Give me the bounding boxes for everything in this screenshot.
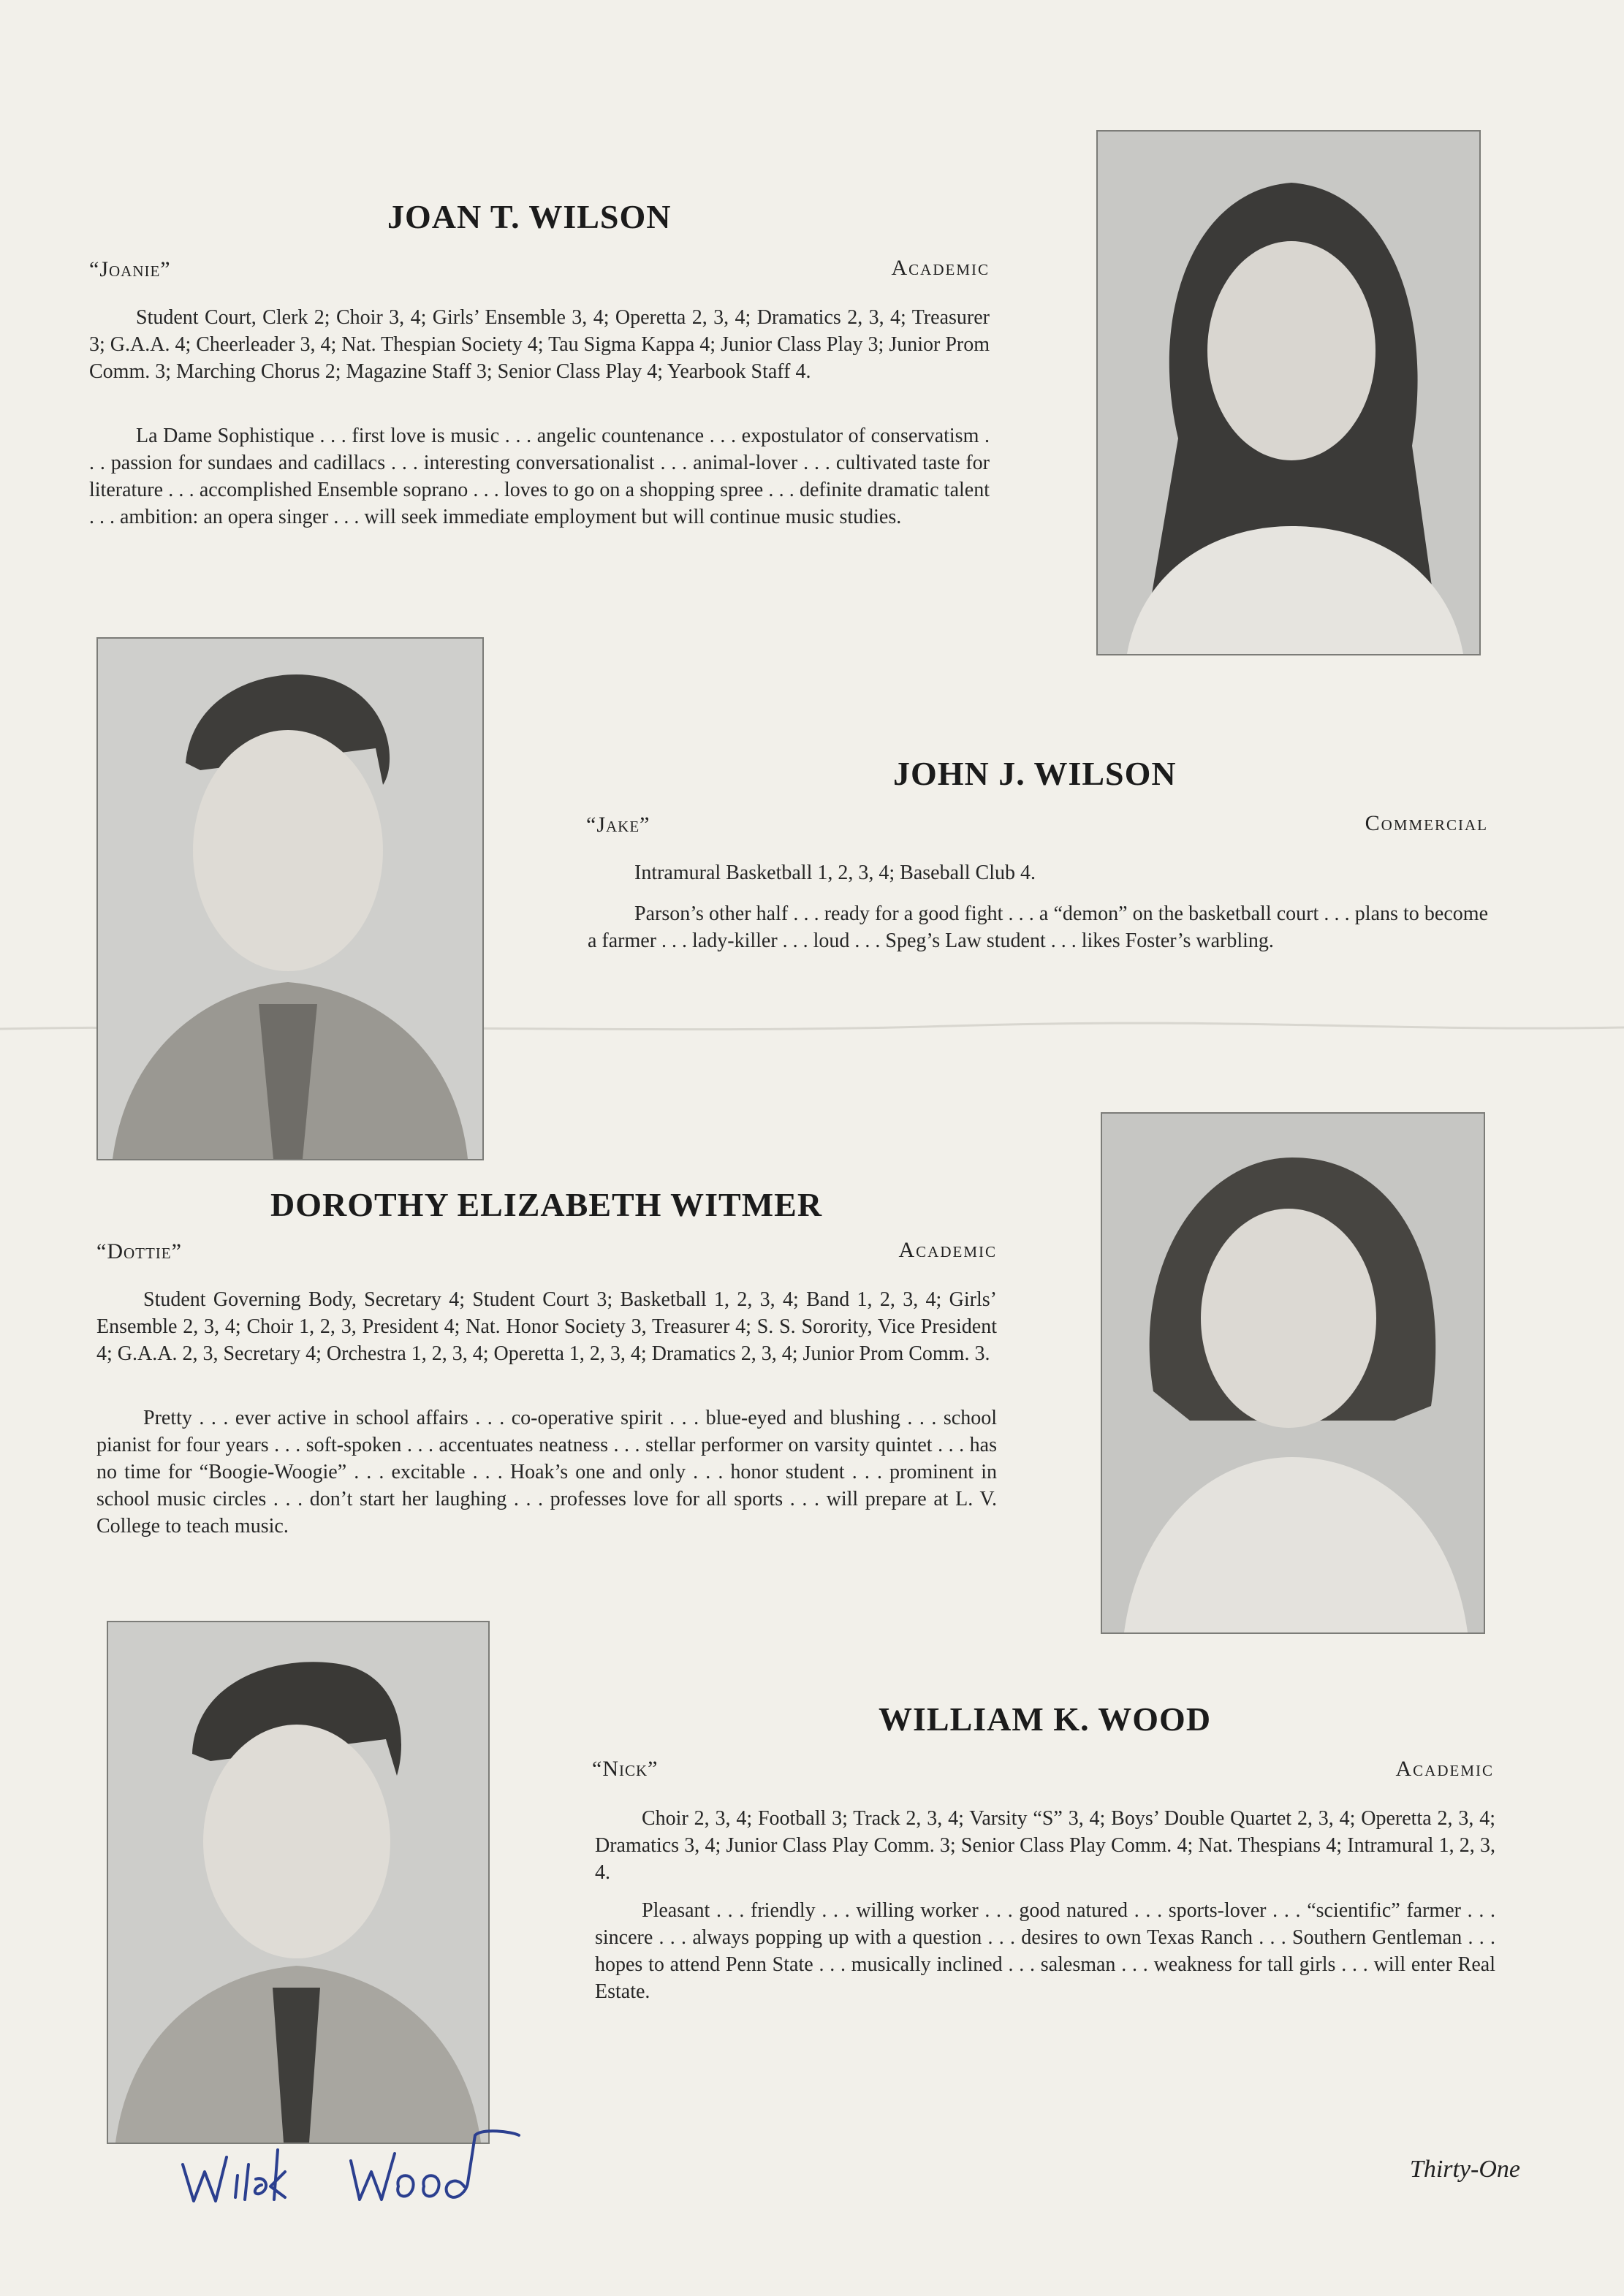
portrait-photo-william-wood bbox=[107, 1621, 490, 2144]
portrait-photo-joan-wilson bbox=[1096, 130, 1481, 655]
student-name: WILLIAM K. WOOD bbox=[879, 1700, 1212, 1738]
student-name: JOAN T. WILSON bbox=[387, 198, 672, 235]
student-write-up: Parson’s other half . . . ready for a good fight . . . a “demon” on the basketball court . . . plans to become a farmer . . . lady-killer . . . loud . . . Speg’s Law student . . . likes Foster’s warbling. bbox=[588, 902, 1488, 952]
student-activities: Student Court, Clerk 2; Choir 3, 4; Girls’ Ensemble 3, 4; Operetta 2, 3, 4; Dramatics 2, 3, 4; Treasurer 3; G.A.A. 4; Cheerleader 3, 4; Nat. Thespian Society 4; Tau Sigma Kappa 4; Junior Class Play 3; Junior Prom Comm. 3; Marching Chorus 2; Magazine Staff 3; Senior Class Play 4; Yearbook Staff 4. bbox=[89, 306, 990, 383]
portrait-photo-boy-icon bbox=[108, 1622, 488, 2143]
student-nickname: “Jake” bbox=[586, 813, 650, 837]
student-activities: Student Governing Body, Secretary 4; Student Court 3; Basketball 1, 2, 3, 4; Band 1, 2, 3, 4; Girls’ Ensemble 2, 3, 4; Choir 1, 2, 3, President 4; Nat. Honor Society 3, Treasurer 4; S. S. Sorority, Vice President 4; G.A.A. 2, 3, Secretary 4; Orchestra 1, 2, 3, 4; Operetta 1, 2, 3, 4; Dramatics 2, 3, 4; Junior Prom Comm. 3. bbox=[96, 1288, 997, 1365]
student-course: Academic bbox=[1395, 1757, 1494, 1781]
student-write-up: Pretty . . . ever active in school affairs . . . co-operative spirit . . . blue-eyed and blushing . . . school pianist for four years . . . soft-spoken . . . accentuates neatness . . . stellar performer on varsity quintet . . . has no time for “Boogie-Woogie” . . . excitable . . . Hoak’s one and only . . . honor student . . . prominent in school music circles . . . don’t start her laughing . . . professes love for all sports . . . will prepare at L. V. College to teach music. bbox=[96, 1407, 997, 1537]
portrait-photo-girl-icon bbox=[1102, 1114, 1484, 1632]
portrait-photo-girl-icon bbox=[1098, 132, 1479, 654]
student-name: DOROTHY ELIZABETH WITMER bbox=[270, 1186, 823, 1223]
portrait-photo-boy-icon bbox=[98, 639, 482, 1159]
portrait-photo-john-wilson bbox=[96, 637, 484, 1160]
student-name: JOHN J. WILSON bbox=[893, 755, 1177, 792]
student-nickname: “Joanie” bbox=[89, 257, 171, 281]
handwritten-signature bbox=[175, 2121, 541, 2216]
student-course: Commercial bbox=[1365, 811, 1488, 835]
student-nickname: “Dottie” bbox=[96, 1239, 182, 1263]
student-course: Academic bbox=[898, 1238, 997, 1262]
student-activities: Intramural Basketball 1, 2, 3, 4; Baseball Club 4. bbox=[634, 862, 1036, 884]
page-number: Thirty-One bbox=[1409, 2156, 1520, 2183]
student-write-up: Pleasant . . . friendly . . . willing worker . . . good natured . . . sports-lover . . . “scientific” farmer . . . sincere . . . always popping up with a question . . . desires to own Texas Ranch . . . Southern Gentleman . . . hopes to attend Penn State . . . musically inclined . . . salesman . . . weakness for tall girls . . . will enter Real Estate. bbox=[595, 1899, 1495, 2003]
student-write-up: La Dame Sophistique . . . first love is music . . . angelic countenance . . . expostulator of conservatism . . . passion for sundaes and cadillacs . . . interesting conversationalist . . . animal-lover . . . cultivated taste for literature . . . accomplished Ensemble soprano . . . loves to go on a shopping spree . . . definite dramatic talent . . . ambition: an opera singer . . . will seek immediate employment but will continue music studies. bbox=[89, 425, 990, 528]
student-course: Academic bbox=[891, 256, 990, 280]
student-nickname: “Nick” bbox=[592, 1757, 659, 1781]
student-activities: Choir 2, 3, 4; Football 3; Track 2, 3, 4; Varsity “S” 3, 4; Boys’ Double Quartet 2, 3, 4; Operetta 2, 3, 4; Dramatics 3, 4; Junior Class Play Comm. 3; Senior Class Play Comm. 4; Nat. Thespians 4; Intramural 1, 2, 3, 4. bbox=[595, 1807, 1495, 1884]
portrait-photo-dorothy-witmer bbox=[1101, 1112, 1485, 1634]
